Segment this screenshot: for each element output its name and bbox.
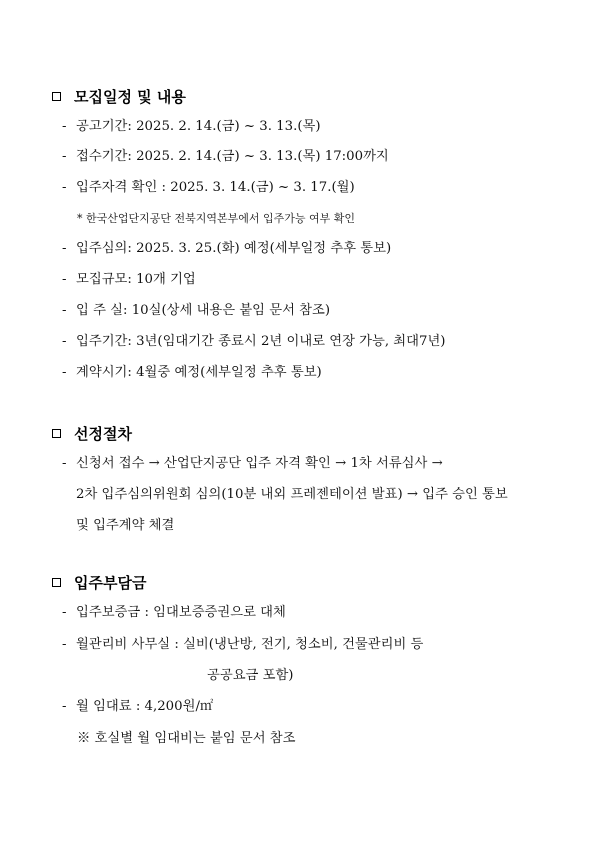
checkbox-square-icon — [52, 578, 61, 587]
bullet-dash: - — [62, 637, 67, 652]
list-item — [62, 698, 213, 716]
bullet-dash: - — [62, 334, 67, 349]
list-item — [62, 455, 443, 473]
section-heading-selection — [52, 423, 132, 444]
list-item-text: 입 주 실: 10실(상세 내용은 붙임 문서 참조) — [76, 303, 331, 318]
list-item — [62, 148, 389, 166]
list-item-text: 월관리비 사무실 : 실비(냉난방, 전기, 청소비, 건물관리비 등 — [76, 637, 424, 652]
list-item-text: 신청서 접수 → 산업단지공단 입주 자격 확인 → 1차 서류심사 → — [76, 456, 443, 471]
checkbox-square-icon — [52, 429, 61, 438]
list-item — [62, 604, 286, 622]
note-text: * 한국산업단지공단 전북지역본부에서 입주가능 여부 확인 — [77, 212, 356, 225]
list-item-text: 입주보증금 : 임대보증증권으로 대체 — [76, 605, 286, 620]
list-item-text: 입주자격 확인 : 2025. 3. 14.(금) ~ 3. 17.(월) — [76, 180, 355, 195]
list-item-text: 공고기간: 2025. 2. 14.(금) ~ 3. 13.(목) — [76, 119, 321, 134]
list-item — [62, 302, 330, 320]
section-heading-fees — [52, 572, 146, 593]
list-item — [62, 240, 391, 258]
bullet-dash: - — [62, 699, 67, 714]
list-item-continuation: 2차 입주심의위원회 심의(10분 내외 프레젠테이션 발표) → 입주 승인 통보 — [76, 487, 508, 502]
section-heading-text: 선정절차 — [74, 425, 132, 443]
bullet-dash: - — [62, 605, 67, 620]
list-item-text: 입주심의: 2025. 3. 25.(화) 예정(세부일정 추후 통보) — [76, 241, 392, 256]
list-item — [62, 636, 423, 654]
list-item-continuation: 및 입주계약 체결 — [76, 518, 175, 533]
bullet-dash: - — [62, 365, 67, 380]
list-item — [62, 364, 322, 382]
section-heading-text: 모집일정 및 내용 — [74, 88, 186, 106]
list-item-text: 월 임대료 : 4,200원/㎡ — [76, 699, 214, 714]
checkbox-square-icon — [52, 92, 61, 101]
list-item — [62, 271, 196, 289]
list-item-text: 모집규모: 10개 기업 — [76, 272, 196, 287]
bullet-dash: - — [62, 303, 67, 318]
bullet-dash: - — [62, 180, 67, 195]
bullet-dash: - — [62, 119, 67, 134]
list-item — [62, 179, 355, 197]
list-item-text: 접수기간: 2025. 2. 14.(금) ~ 3. 13.(목) 17:00까지 — [76, 149, 389, 164]
section-heading-schedule — [52, 86, 186, 107]
section-heading-text: 입주부담금 — [74, 574, 147, 592]
bullet-dash: - — [62, 272, 67, 287]
list-item-text: 계약시기: 4월중 예정(세부일정 추후 통보) — [76, 365, 322, 380]
list-item — [62, 118, 321, 136]
bullet-dash: - — [62, 149, 67, 164]
list-item-continuation: 공공요금 포함) — [207, 668, 294, 683]
bullet-dash: - — [62, 241, 67, 256]
note-text: ※ 호실별 월 임대비는 붙임 문서 참조 — [77, 731, 296, 746]
bullet-dash: - — [62, 456, 67, 471]
list-item — [62, 333, 445, 351]
list-item-text: 입주기간: 3년(임대기간 종료시 2년 이내로 연장 가능, 최대7년) — [76, 334, 446, 349]
